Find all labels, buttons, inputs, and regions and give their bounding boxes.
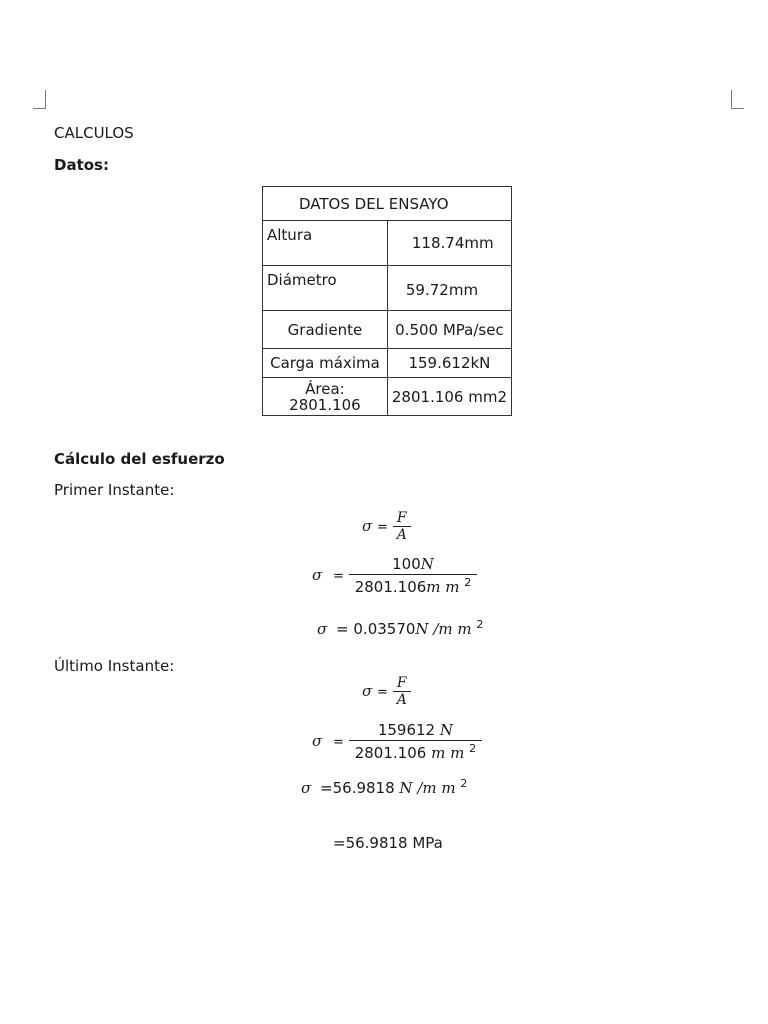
formula-substitution-1: σ = $\frac{100N}{2801.106m m ^2}$	[312, 555, 477, 596]
row-value-altura: 118.74mm	[387, 221, 511, 266]
table-row	[263, 378, 512, 416]
table-row	[263, 311, 512, 349]
test-data-table	[262, 186, 512, 416]
row-label-altura: Altura	[263, 221, 388, 266]
row-value-area: 2801.106 mm2	[387, 378, 511, 416]
formula-sigma-f-over-a-2: σ = $\frac{F}{A}$	[362, 675, 411, 708]
row-value-gradiente: 0.500 MPa/sec	[387, 311, 511, 349]
first-instant-label: Primer Instante:	[54, 481, 175, 499]
formula-substitution-2: σ = $\frac{159612 N}{2801.106 m m ^2}$	[312, 721, 482, 762]
table-header-row	[263, 187, 512, 221]
crop-mark-top-right	[731, 90, 744, 109]
datos-heading: Datos:	[54, 156, 109, 174]
formula-result-1: σ = 0.03570N /m m $^2$	[317, 618, 484, 638]
formula-result-2: σ =56.9818 N /m m $^2$	[301, 777, 468, 797]
row-value-diametro: 59.72mm	[387, 266, 511, 311]
section-title: CALCULOS	[54, 124, 134, 142]
result-mpa: =56.9818 MPa	[333, 834, 443, 852]
row-value-carga: 159.612kN	[387, 349, 511, 378]
table-row	[263, 349, 512, 378]
calc-heading: Cálculo del esfuerzo	[54, 450, 225, 468]
last-instant-label: Último Instante:	[54, 657, 175, 675]
row-label-carga: Carga máxima	[263, 349, 388, 378]
table-header: DATOS DEL ENSAYO	[263, 187, 512, 221]
row-label-gradiente: Gradiente	[263, 311, 388, 349]
crop-mark-top-left	[33, 90, 46, 109]
row-label-diametro: Diámetro	[263, 266, 388, 311]
formula-sigma-f-over-a-1: σ = $\frac{F}{A}$	[362, 510, 411, 543]
table-row	[263, 221, 512, 266]
table-row	[263, 266, 512, 311]
row-label-area: Área: 2801.106	[263, 378, 388, 416]
